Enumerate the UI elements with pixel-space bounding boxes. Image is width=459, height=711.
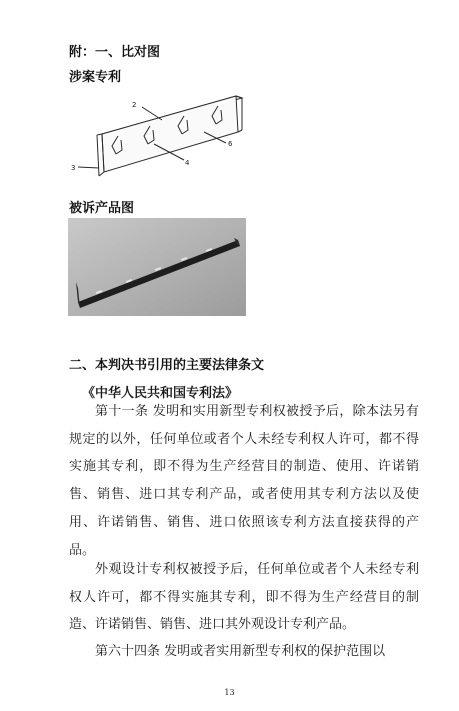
section-title: 二、本判决书引用的主要法律条文	[69, 358, 265, 373]
callout-2: 2	[132, 101, 137, 109]
patent-label: 涉案专利	[69, 70, 122, 85]
paragraph-design-patent: 外观设计专利权被授予后，任何单位或者个人未经专利权人许可，都不得实施其专利，即不得为生产经营目的制造、许诺销售、销售、进口其外观设计专利产品。	[69, 562, 419, 633]
callout-4: 4	[185, 159, 190, 167]
product-label: 被诉产品图	[69, 201, 135, 216]
patent-drawing	[66, 88, 256, 186]
callout-3: 3	[71, 164, 76, 172]
callout-6: 6	[228, 140, 233, 148]
paragraph-article-11: 第十一条 发明和实用新型专利权被授予后，除本法另有规定的以外，任何单位或者个人未经专利权人许可，都不得实施其专利，即不得为生产经营目的制造、使用、许诺销售、销售、进口其专利产品，或者使用其专利方法以及使用、许诺销售、销售、进口依照该专利方法直接获得的产品。	[69, 404, 419, 558]
page-number: 13	[224, 688, 235, 697]
product-photo	[68, 218, 246, 316]
paragraph-article-64: 第六十四条 发明或者实用新型专利权的保护范围以	[95, 644, 386, 659]
law-title: 《中华人民共和国专利法》	[82, 386, 239, 401]
appendix-title: 附：一、比对图	[69, 45, 161, 60]
